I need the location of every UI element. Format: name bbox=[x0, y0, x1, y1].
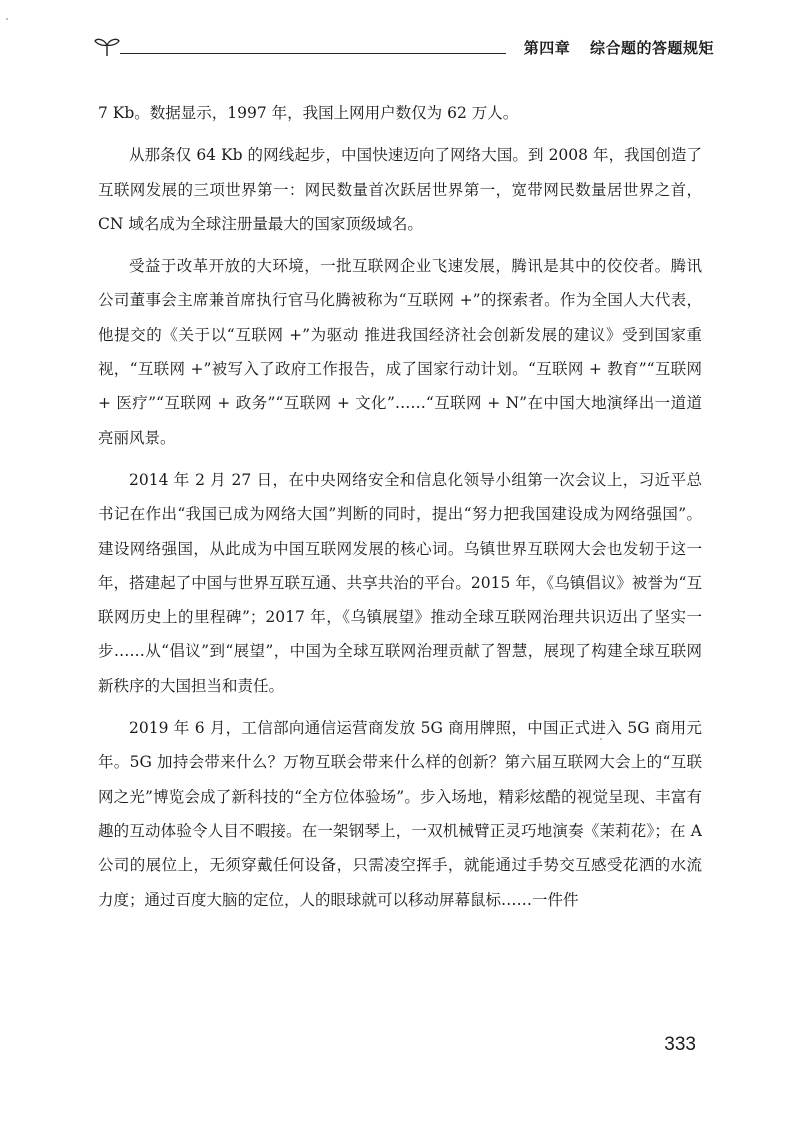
section-title: 综合题的答题规矩 bbox=[589, 39, 714, 57]
paragraph-continuation: 7 Kb。数据显示，1997 年，我国上网用户数仅为 62 万人。 bbox=[98, 104, 519, 122]
paragraph: 2014 年 2 月 27 日，在中央网络安全和信息化领导小组第一次会议上，习近平总书记在作出“我国已成为网络大国”判断的同时，提出“努力把我国建设成为网络强国”。建设网络强国，从此成为中国互联网发展的核心词。乌镇世界互联网大会也发轫于这一年，搭建起了中国与世界互联互通、共享共治的平台。2015 年，《乌镇倡议》被誉为“互联网历史上的里程碑”；2017 年，《乌镇展望》推动全球互联网治理共识迈出了坚实一步……从“倡议”到“展望”，中国为全球互联网治理贡献了智慧，展现了构建全球互联网新秩序的大国担当和责任。 bbox=[98, 470, 702, 695]
paragraph: 从那条仅 64 Kb 的网线起步，中国快速迈向了网络大国。到 2008 年，我国创造了互联网发展的三项世界第一：网民数量首次跃居世界第一，宽带网民数量居世界之首，CN 域名成为全球注册量最大的国家顶级域名。 bbox=[98, 146, 702, 233]
page-number: 333 bbox=[664, 1034, 696, 1055]
header-rule bbox=[120, 53, 506, 54]
scan-speck bbox=[600, 738, 602, 740]
header-title bbox=[524, 37, 714, 58]
running-header bbox=[94, 36, 714, 60]
paragraph: 受益于改革开放的大环境，一批互联网企业飞速发展，腾讯是其中的佼佼者。腾讯公司董事会主席兼首席执行官马化腾被称为“互联网 +”的探索者。作为全国人大代表，他提交的《关于以“互联网 +”为驱动 推进我国经济社会创新发展的建议》受到国家重视，“互联网 +”被写入了政府工作报告，成了国家行动计划。“互联网 + 教育”“互联网 + 医疗”“互联网 + 政务”“互联网 + 文化”……“互联网 + N”在中国大地演绎出一道道亮丽风景。 bbox=[98, 257, 702, 447]
body-text bbox=[98, 96, 702, 925]
paragraph: 2019 年 6 月，工信部向通信运营商发放 5G 商用牌照，中国正式进入 5G 商用元年。5G 加持会带来什么？万物互联会带来什么样的创新？第六届互联网大会上的“互联网之光”博览会成了新科技的“全方位体验场”。步入场地，精彩炫酷的视觉呈现、丰富有趣的互动体验令人目不暇接。在一架钢琴上，一双机械臂正灵巧地演奏《茉莉花》；在 A 公司的展位上，无须穿戴任何设备，只需凌空挥手，就能通过手势交互感受花洒的水流力度；通过百度大脑的定位，人的眼球就可以移动屏幕鼠标……一件件 bbox=[98, 719, 702, 909]
scan-speck bbox=[6, 18, 8, 20]
sprout-icon bbox=[94, 36, 120, 58]
chapter-label: 第四章 bbox=[523, 39, 571, 57]
